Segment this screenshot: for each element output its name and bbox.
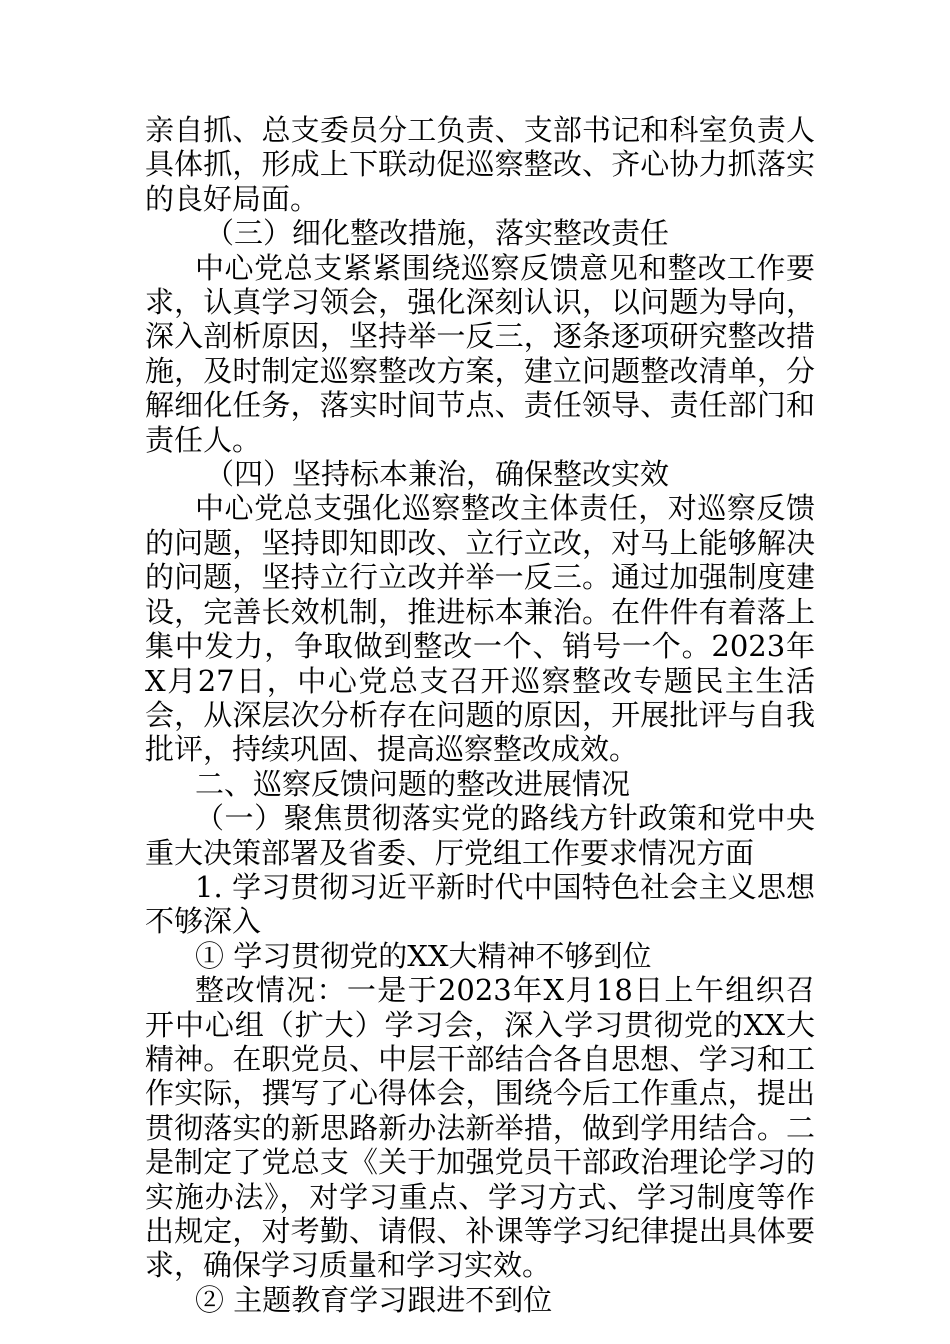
document-body bbox=[145, 113, 815, 1317]
subsection-heading-one: （一）聚焦贯彻落实党的路线方针政策和党中央重大决策部署及省委、厅党组工作要求情况方面 bbox=[145, 801, 815, 870]
item-heading-1: 1. 学习贯彻习近平新时代中国特色社会主义思想不够深入 bbox=[145, 869, 815, 939]
paragraph-root-and-branch: 中心党总支强化巡察整改主体责任，对巡察反馈的问题，坚持即知即改、立行立改，对马上能够解决的问题，坚持立行立改并举一反三。通过加强制度建设，完善长效机制，推进标本兼治。在件件有着落上集中发力，争取做到整改一个、销号一个。2023年X月27日，中心党总支召开巡察整改专题民主生活会，从深层次分析存在问题的原因，开展批评与自我批评，持续巩固、提高巡察整改成效。 bbox=[145, 491, 815, 767]
subitem-heading-circled-2: ② 主题教育学习跟进不到位 bbox=[195, 1282, 553, 1317]
paragraph-rectification-status: 整改情况：一是于2023年X月18日上午组织召开中心组（扩大）学习会，深入学习贯彻党的XX大精神。在职党员、中层干部结合各自思想、学习和工作实际，撰写了心得体会，围绕今后工作重点，提出贯彻落实的新思路新办法新举措，做到学用结合。二是制定了党总支《关于加强党员干部政治理论学习的实施办法》，对学习重点、学习方式、学习制度等作出规定，对考勤、请假、补课等学习纪律提出具体要求，确保学习质量和学习实效。 bbox=[145, 973, 815, 1283]
paragraph-rectification-measures: 中心党总支紧紧围绕巡察反馈意见和整改工作要求，认真学习领会，强化深刻认识，以问题为导向，深入剖析原因，坚持举一反三，逐条逐项研究整改措施，及时制定巡察整改方案，建立问题整改清单，分解细化任务，落实时间节点、责任领导、责任部门和责任人。 bbox=[145, 250, 815, 457]
section-heading-two: 二、巡察反馈问题的整改进展情况 bbox=[195, 766, 631, 801]
subheading-three: （三）细化整改措施，落实整改责任 bbox=[205, 216, 670, 251]
subheading-four: （四）坚持标本兼治，确保整改实效 bbox=[205, 457, 670, 492]
paragraph-continuation: 亲自抓、总支委员分工负责、支部书记和科室负责人具体抓，形成上下联动促巡察整改、齐心协力抓落实的良好局面。 bbox=[145, 113, 815, 216]
subitem-heading-circled-1: ① 学习贯彻党的XX大精神不够到位 bbox=[195, 938, 652, 973]
